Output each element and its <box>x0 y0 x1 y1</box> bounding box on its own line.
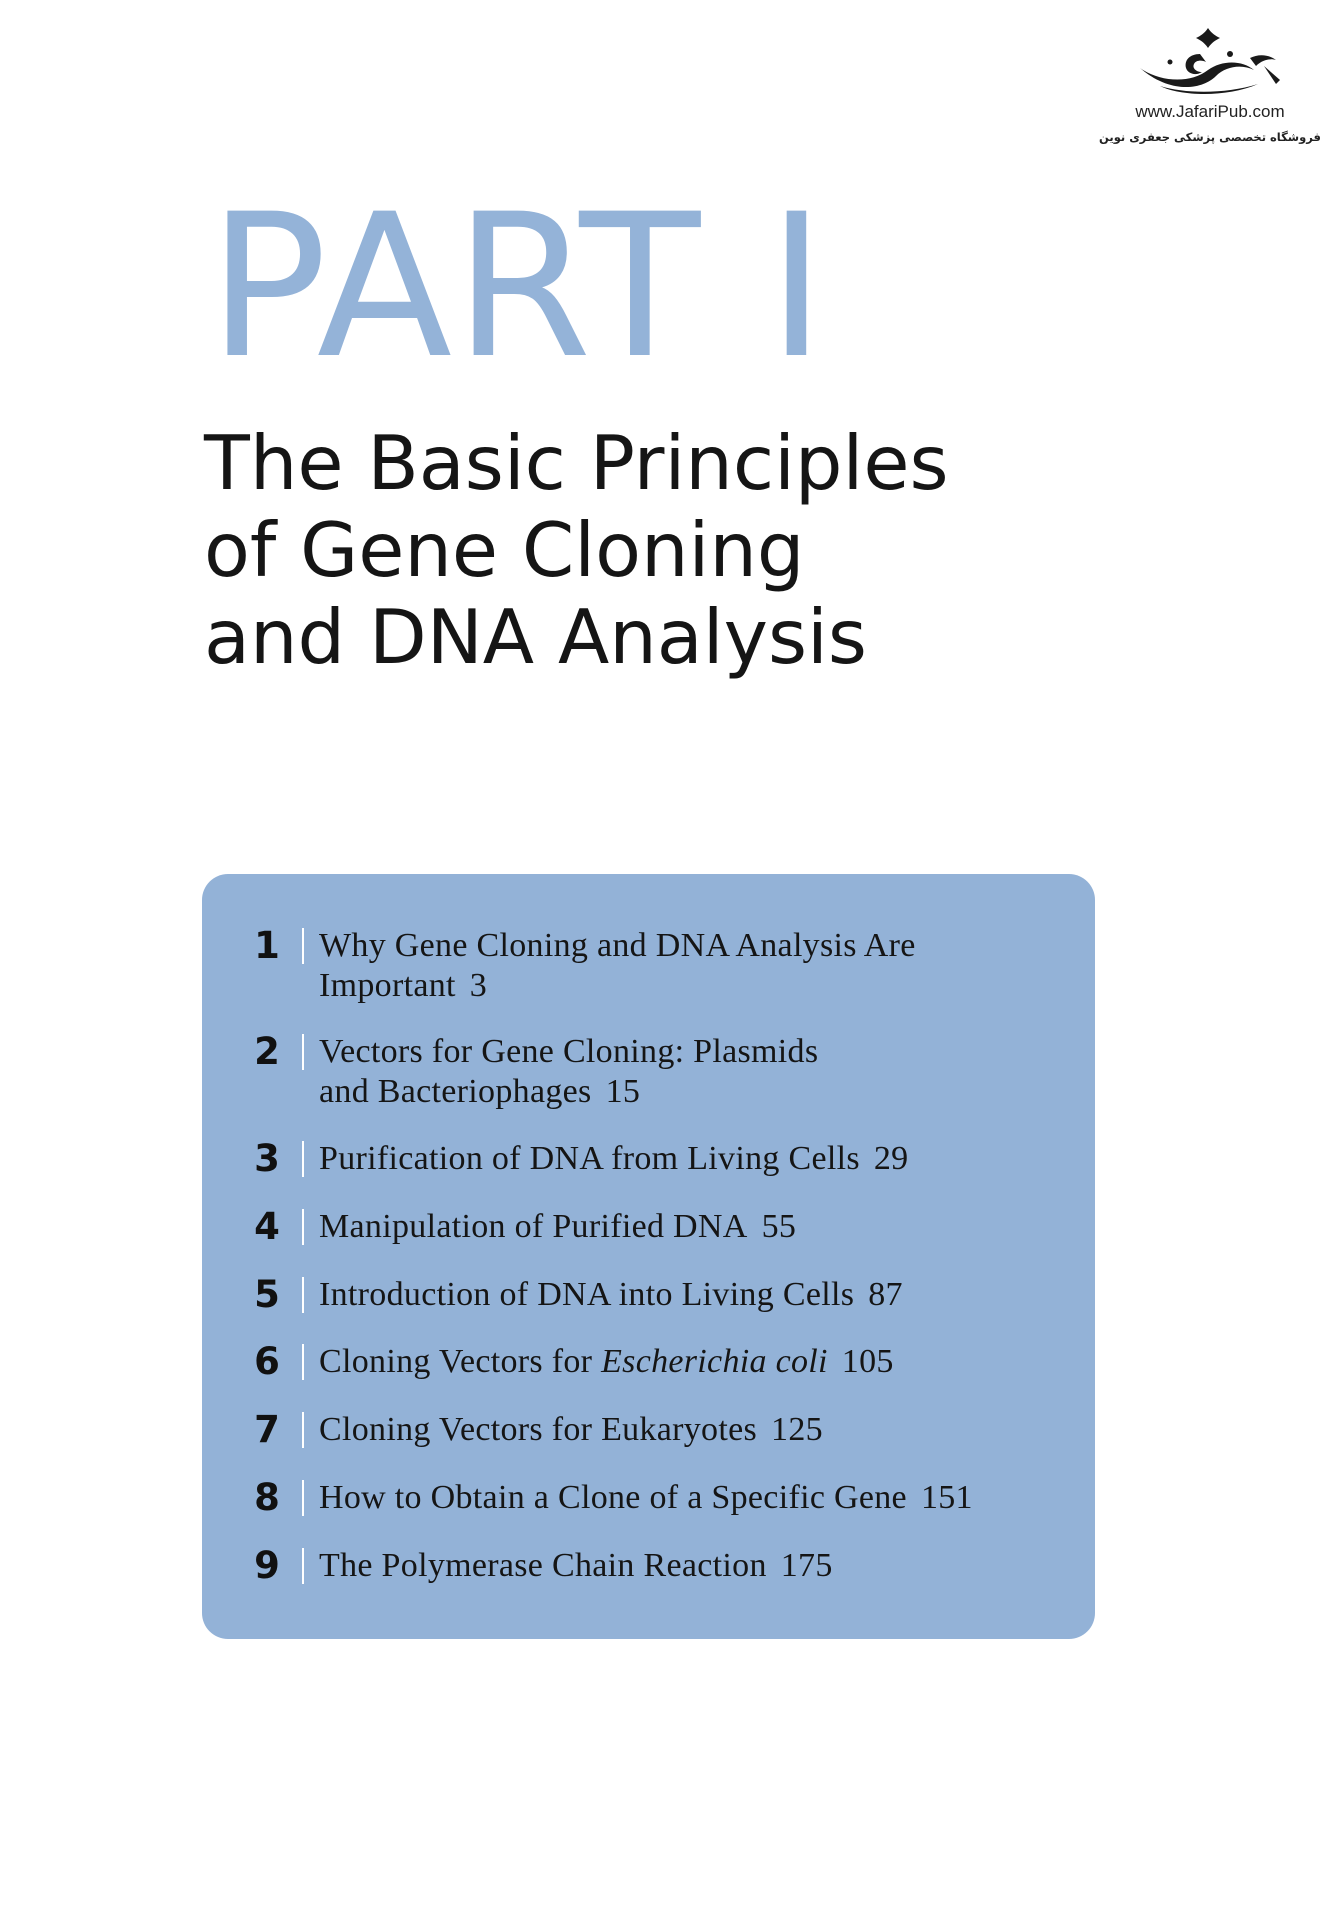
chapter-title <box>319 1478 1059 1518</box>
chapter-divider <box>302 1344 304 1380</box>
chapter-divider <box>302 1412 304 1448</box>
chapter-title-line: Cloning Vectors for <box>319 1343 593 1380</box>
part-title-line: The Basic Principles <box>204 419 949 507</box>
chapter-divider <box>302 1034 304 1070</box>
chapter-title <box>319 926 1059 1006</box>
chapter-page: 29 <box>873 1140 909 1177</box>
chapter-title-line: Cloning Vectors for Eukaryotes <box>319 1411 758 1448</box>
chapter-number: 5 <box>254 1273 280 1316</box>
chapter-divider <box>302 1480 304 1516</box>
chapter-page: 105 <box>841 1343 894 1380</box>
chapter-number: 9 <box>254 1544 280 1587</box>
publisher-logo <box>1095 24 1335 164</box>
chapter-title-line: Vectors for Gene Cloning: Plasmids <box>319 1033 819 1070</box>
chapter-number: 7 <box>254 1408 280 1451</box>
chapter-divider <box>302 1277 304 1313</box>
chapter-title-line: The Polymerase Chain Reaction <box>319 1547 767 1584</box>
chapter-page: 125 <box>771 1411 823 1448</box>
chapter-title <box>319 1207 1059 1247</box>
publisher-tagline: فروشگاه تخصصی پزشکی جعفری نوین <box>1099 130 1321 144</box>
chapter-number: 6 <box>254 1340 280 1383</box>
chapter-number: 1 <box>254 924 280 967</box>
chapter-page: 55 <box>761 1208 797 1245</box>
chapter-title-line: Why Gene Cloning and DNA Analysis Are <box>319 927 916 964</box>
chapter-title-line: Important <box>319 967 456 1004</box>
publisher-logo-mark <box>1130 24 1285 102</box>
chapter-title <box>319 1410 1059 1450</box>
part-label: PART I <box>208 171 828 402</box>
chapter-number: 8 <box>254 1476 280 1519</box>
chapter-title-line: How to Obtain a Clone of a Specific Gene <box>319 1479 907 1516</box>
publisher-url[interactable]: www.JafariPub.com <box>1135 102 1285 121</box>
chapter-number: 4 <box>254 1205 280 1248</box>
chapter-title-line: Introduction of DNA into Living Cells <box>319 1276 855 1313</box>
chapter-page: 175 <box>780 1547 833 1584</box>
part-title-line: of Gene Cloning <box>204 506 805 594</box>
chapter-page: 151 <box>920 1479 973 1516</box>
chapter-title <box>319 1275 1059 1315</box>
chapter-title <box>319 1032 1059 1112</box>
chapter-page: 15 <box>605 1073 641 1110</box>
chapter-page: 87 <box>868 1276 903 1313</box>
chapter-divider <box>302 1141 304 1177</box>
part-title <box>204 420 949 681</box>
chapter-number: 2 <box>254 1030 280 1073</box>
chapter-contents-box <box>202 874 1095 1639</box>
chapter-divider <box>302 1209 304 1245</box>
chapter-title <box>319 1139 1059 1179</box>
chapter-title <box>319 1546 1059 1586</box>
chapter-title-line: and Bacteriophages <box>319 1073 592 1110</box>
chapter-divider <box>302 928 304 964</box>
chapter-title-line: Purification of DNA from Living Cells <box>319 1140 860 1177</box>
chapter-number: 3 <box>254 1137 280 1180</box>
chapter-title-italic: Escherichia coli <box>601 1343 828 1380</box>
chapter-divider <box>302 1548 304 1584</box>
chapter-title <box>319 1342 1059 1382</box>
chapter-page: 3 <box>469 967 488 1004</box>
chapter-title-line: Manipulation of Purified DNA <box>319 1208 748 1245</box>
part-title-line: and DNA Analysis <box>204 593 867 681</box>
